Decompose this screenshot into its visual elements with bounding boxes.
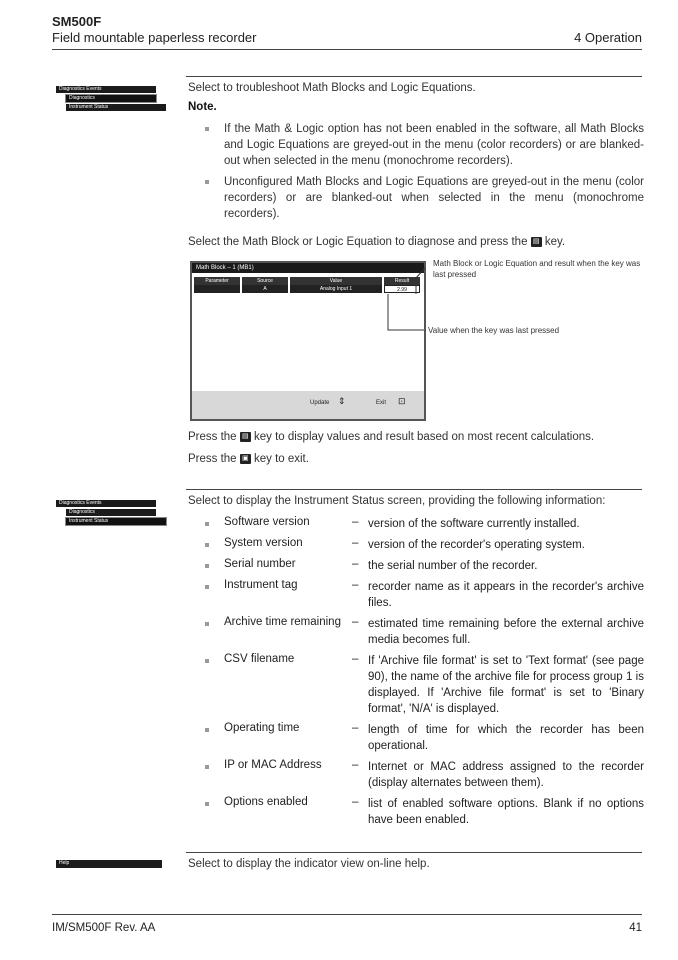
status-item-description: length of time for which the recorder has been operational. xyxy=(368,724,644,752)
note-bullet-1: If the Math & Logic option has not been enabled in the software, all Math Blocks and Logic Equations are greyed-out in the menu (color recorders) or are blanked-out when selected in the menu (monochrome recorders). xyxy=(224,123,644,167)
status-item-description: estimated time remaining before the external archive media becomes full. xyxy=(368,618,644,646)
status-item-dash: – xyxy=(352,616,359,628)
instruction-end: key. xyxy=(544,236,566,248)
status-item-description: the serial number of the recorder. xyxy=(368,560,538,572)
menu-item-help[interactable]: Help xyxy=(56,860,162,868)
status-item-description: If 'Archive file format' is set to 'Text format' (see page 90), the name of the archive file for process group 1 is displayed. If 'Archive file format' is set to 'Binary format', 'N/A' is displayed. xyxy=(368,655,644,715)
status-item-label: Operating time xyxy=(224,722,300,734)
screen-col-header: Value xyxy=(290,277,382,285)
screen-col-header: Result xyxy=(384,277,420,285)
status-item-description: Internet or MAC address assigned to the recorder (display alternates between them). xyxy=(368,761,644,789)
section1-rule xyxy=(186,76,642,77)
status-item-label: System version xyxy=(224,537,303,549)
status-item-dash: – xyxy=(352,516,359,528)
doc-title: SM500F xyxy=(52,14,102,29)
status-item-description: list of enabled software options. Blank if no options have been enabled. xyxy=(368,798,644,826)
instruction-text: Select the Math Block or Logic Equation to diagnose and press the xyxy=(188,236,528,248)
section1-intro: Select to troubleshoot Math Blocks and Logic Equations. xyxy=(188,82,476,94)
press1-post: key to display values and result based on most recent calculations. xyxy=(253,431,595,443)
screen-cell: Analog Input 1 xyxy=(290,285,382,293)
status-item-dash: – xyxy=(352,759,359,771)
doc-subtitle: Field mountable paperless recorder xyxy=(52,30,257,45)
press-line-2 xyxy=(188,451,658,467)
softkey-exit-label: Exit xyxy=(376,400,387,406)
section2-rule xyxy=(186,489,642,490)
screen-col-header: Source xyxy=(242,277,288,285)
enter-key-icon: ▤ xyxy=(531,237,542,247)
menu-item-diagnostics[interactable]: Diagnostics xyxy=(66,95,156,102)
bullet xyxy=(205,180,209,184)
footer-rule xyxy=(52,914,642,915)
screen-cell xyxy=(194,285,240,293)
status-item-dash: – xyxy=(352,722,359,734)
press-line-1 xyxy=(188,429,658,445)
bullet xyxy=(205,765,209,769)
status-item-dash: – xyxy=(352,579,359,591)
annotation-value xyxy=(428,325,648,336)
menu-item-instrument-status[interactable]: Instrument Status xyxy=(66,104,166,111)
menu-item-diagnostics-events[interactable]: Diagnostics Events xyxy=(56,86,156,93)
annotation-value-text: Value when the key was last pressed xyxy=(428,326,560,335)
status-item-label: Archive time remaining xyxy=(224,616,341,628)
annotation-result xyxy=(433,258,643,280)
screen-cell: A xyxy=(242,285,288,293)
update-arrows-icon[interactable]: ⇕ xyxy=(338,396,346,406)
bullet xyxy=(205,564,209,568)
section2-intro: Select to display the Instrument Status screen, providing the following information: xyxy=(188,495,606,507)
enter-key-icon: ▤ xyxy=(240,432,251,442)
bullet xyxy=(205,659,209,663)
screen-col-header: Parameter xyxy=(194,277,240,285)
page-number: 41 xyxy=(629,922,642,934)
note-label: Note. xyxy=(188,101,217,113)
section3-rule xyxy=(186,852,642,853)
note-bullet-2: Unconfigured Math Blocks and Logic Equations are greyed-out in the menu (color recorders) or are blanked-out when selected in the menu (monochrome recorders). xyxy=(224,176,644,220)
bullet xyxy=(205,543,209,547)
menu-item-diagnostics[interactable]: Diagnostics xyxy=(66,509,156,516)
exit-key-icon: ▣ xyxy=(240,454,251,464)
press1-pre: Press the xyxy=(188,431,237,443)
status-item-label: Serial number xyxy=(224,558,296,570)
bullet xyxy=(205,802,209,806)
softkey-update-label: Update xyxy=(310,400,330,406)
bullet xyxy=(205,728,209,732)
screen-softkey-bar xyxy=(192,391,424,419)
status-item-label: Software version xyxy=(224,516,310,528)
annotation-result-text: Math Block or Logic Equation and result when the key was last pressed xyxy=(433,259,641,279)
bullet xyxy=(205,127,209,131)
status-item-description: version of the recorder's operating system. xyxy=(368,539,585,551)
status-item-dash: – xyxy=(352,537,359,549)
status-item-label: Options enabled xyxy=(224,796,308,808)
status-item-description: version of the software currently installed. xyxy=(368,518,580,530)
screen-title: Math Block – 1 (MB1) xyxy=(192,263,424,273)
menu-item-instrument-status[interactable]: Instrument Status xyxy=(66,518,166,525)
section3-intro: Select to display the indicator view on-line help. xyxy=(188,858,430,870)
status-item-dash: – xyxy=(352,796,359,808)
status-item-dash: – xyxy=(352,653,359,665)
footer-doc-id: IM/SM500F Rev. AA xyxy=(52,922,156,934)
status-item-label: CSV filename xyxy=(224,653,295,665)
status-item-label: IP or MAC Address xyxy=(224,759,322,771)
instruction-line xyxy=(188,234,658,250)
bullet xyxy=(205,522,209,526)
press2-pre: Press the xyxy=(188,453,237,465)
header-rule xyxy=(52,49,642,50)
status-item-description: recorder name as it appears in the recorder's archive files. xyxy=(368,581,644,609)
press2-post: key to exit. xyxy=(253,453,309,465)
exit-icon[interactable]: ⊡ xyxy=(398,396,406,406)
status-item-dash: – xyxy=(352,558,359,570)
screen-result-cell: 2.99 xyxy=(384,285,420,293)
menu-item-diagnostics-events[interactable]: Diagnostics Events xyxy=(56,500,156,507)
bullet xyxy=(205,622,209,626)
bullet xyxy=(205,585,209,589)
status-item-label: Instrument tag xyxy=(224,579,298,591)
section-heading: 4 Operation xyxy=(574,30,642,45)
